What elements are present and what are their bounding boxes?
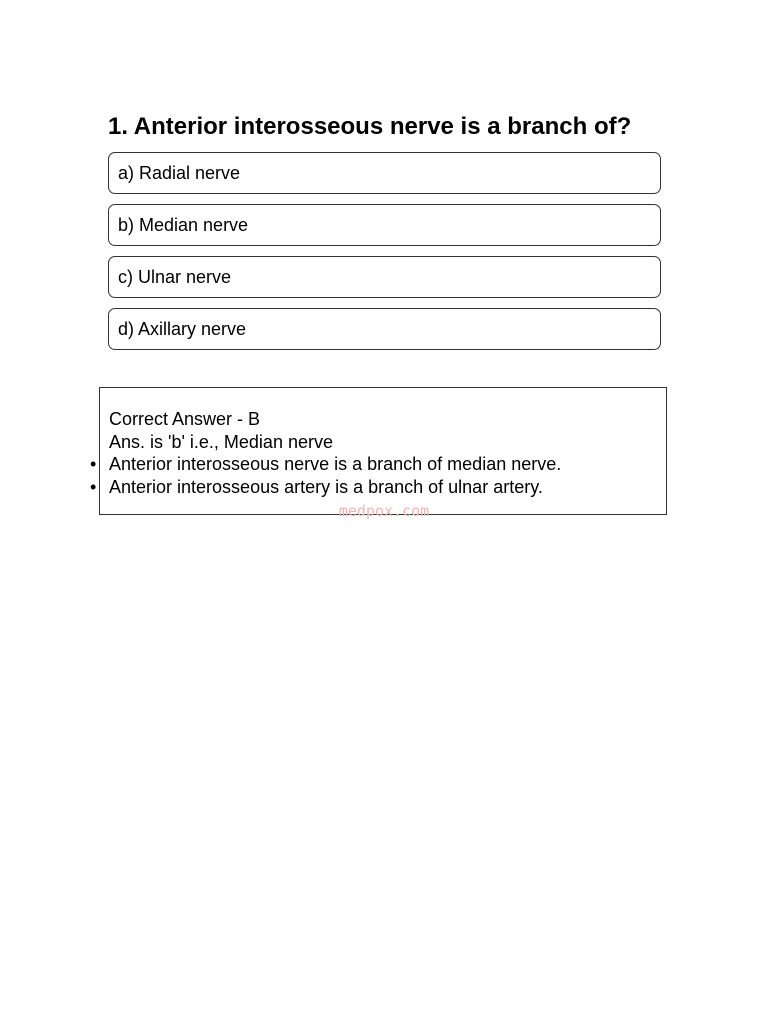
explanation-point-text: Anterior interosseous nerve is a branch of median nerve. — [109, 454, 562, 474]
answer-explanation: Ans. is 'b' i.e., Median nerve — [109, 431, 333, 452]
bullet-icon: • — [90, 454, 97, 474]
correct-answer: Correct Answer - B — [109, 409, 261, 429]
option-b[interactable]: b) Median nerve — [108, 204, 661, 246]
explanation-point — [90, 476, 657, 499]
explanation-point — [90, 453, 657, 476]
watermark: medpox.com — [338, 502, 430, 520]
explanation-points — [90, 453, 657, 498]
option-d[interactable]: d) Axillary nerve — [108, 308, 661, 350]
answer-options — [108, 152, 661, 360]
option-a[interactable]: a) Radial nerve — [108, 152, 661, 194]
option-c[interactable]: c) Ulnar nerve — [108, 256, 661, 298]
bullet-icon: • — [90, 476, 97, 497]
question-text: 1. Anterior interosseous nerve is a branch of? — [108, 113, 632, 140]
answer-explanation-box — [90, 387, 667, 515]
explanation-point-text: Anterior interosseous artery is a branch of ulnar artery. — [109, 476, 543, 497]
